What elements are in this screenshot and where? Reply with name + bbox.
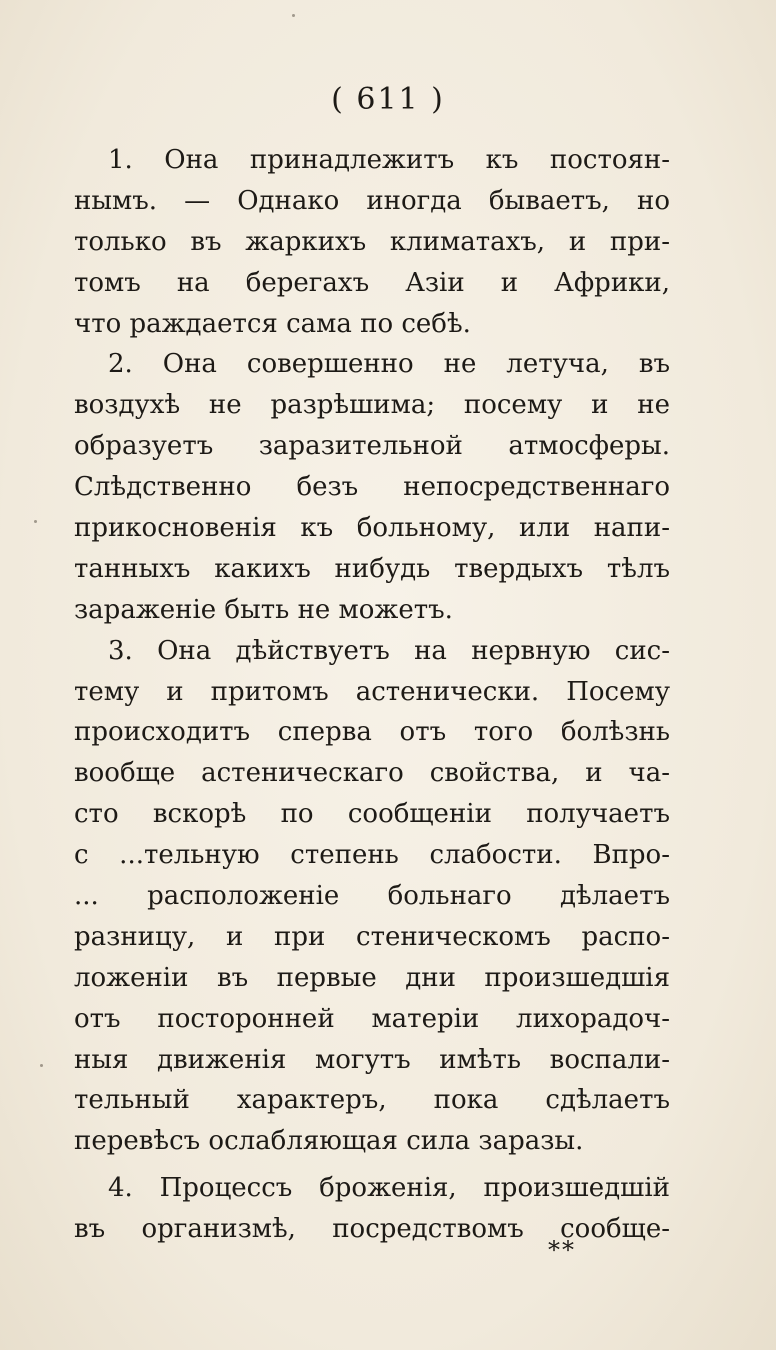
page-number: ( 611 ) [331, 82, 445, 117]
text-line: Слѣдственно безъ непосредственнаго [74, 472, 670, 503]
text-line: ложеніи въ первые дни произшедшія [74, 962, 670, 993]
text-line: въ организмѣ, посредствомъ сообще- [74, 1214, 670, 1245]
text-line: разницу, и при стеническомъ распо- [74, 921, 670, 952]
text-line: вообще астеническаго свойства, и ча- [74, 758, 670, 789]
text-line: воздухѣ не разрѣшима; посему и не [74, 390, 670, 421]
text-line: нымъ. — Однако иногда бываетъ, но [74, 185, 670, 216]
text-line: перевѣсъ ослабляющая сила заразы. [74, 1126, 584, 1157]
print-speck [34, 520, 37, 523]
print-speck [40, 1064, 43, 1067]
text-line: что раждается сама по себѣ. [74, 308, 471, 339]
text-line: отъ посторонней матеріи лихорадоч- [74, 1003, 670, 1034]
text-line: происходитъ сперва отъ того болѣзнь [74, 717, 670, 748]
text-line: танныхъ какихъ нибудь твердыхъ тѣлъ [74, 553, 670, 584]
text-line: прикосновенія къ больному, или напи- [74, 513, 670, 544]
text-line: образуетъ заразительной атмосферы. [74, 431, 670, 462]
text-line: 4. Процессъ броженія, произшедшій [108, 1173, 670, 1204]
text-line: 3. Она дѣйствуетъ на нервную сис- [108, 635, 670, 666]
signature-mark: ** [548, 1236, 576, 1264]
text-line: томъ на берегахъ Азіи и Африки, [74, 267, 670, 298]
text-line: зараженіе быть не можетъ. [74, 594, 453, 625]
text-line: ныя движенія могутъ имѣть воспали- [74, 1044, 670, 1075]
text-line: 1. Она принадлежитъ къ постоян- [108, 145, 670, 175]
text-line: тельный характеръ, пока сдѣлаетъ [74, 1085, 670, 1116]
text-line: с ...тельную степень слабости. Впро- [74, 840, 670, 871]
text-line: тему и притомъ астенически. Посему [74, 676, 670, 707]
text-line: 2. Она совершенно не летуча, въ [108, 349, 670, 380]
text-line: ... расположеніе больнаго дѣлаетъ [74, 881, 670, 912]
print-speck [292, 14, 295, 17]
text-line: только въ жаркихъ климатахъ, и при- [74, 226, 670, 257]
text-line: сто вскорѣ по сообщеніи получаетъ [74, 799, 670, 830]
body-text [74, 140, 670, 1250]
